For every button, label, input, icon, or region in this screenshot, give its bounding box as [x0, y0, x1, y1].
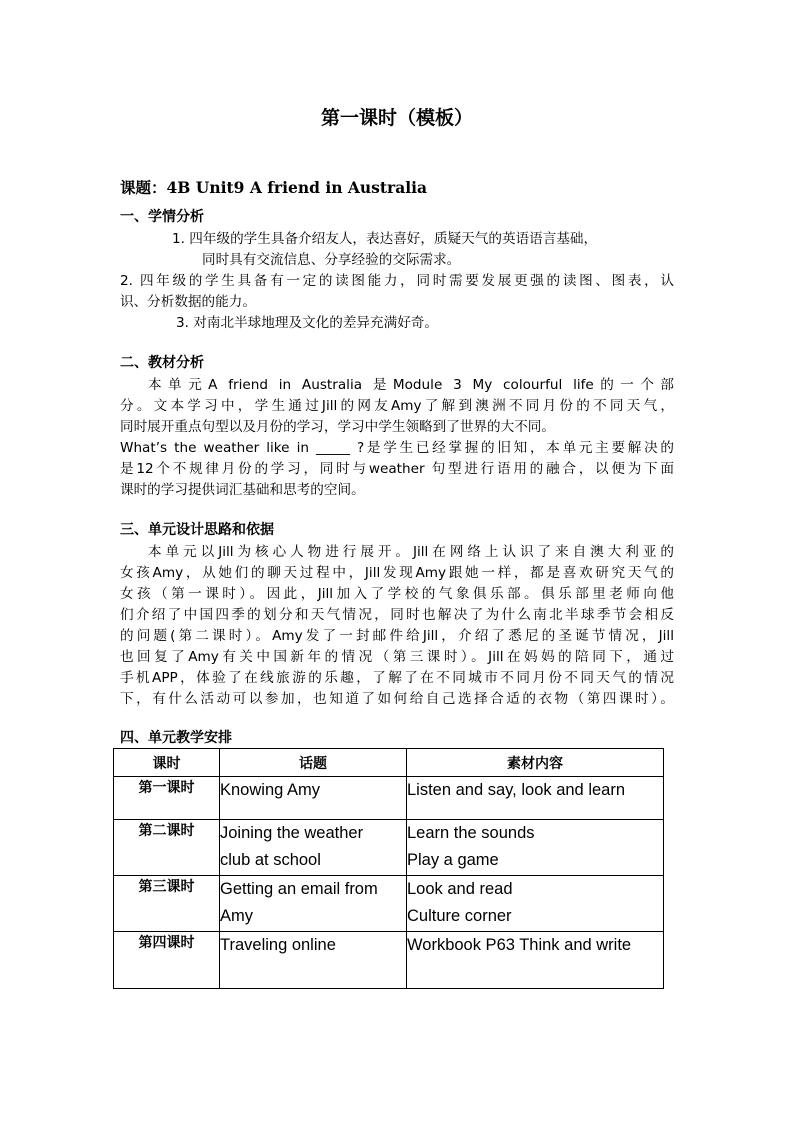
materials-cell — [407, 777, 664, 820]
section-heading-learner-analysis: 一、学情分析 — [120, 209, 204, 225]
paragraph-line: 3. 对南北半球地理及文化的差异充满好奇。 — [176, 315, 438, 331]
paragraph-line: 识、分析数据的能力。 — [120, 294, 256, 310]
topic-text: Joining the weather — [220, 824, 364, 842]
schedule-table — [113, 748, 664, 989]
section-heading-design-rationale: 三、单元设计思路和依据 — [120, 522, 274, 538]
paragraph-line: 女孩（第一课时）。因此，Jill加入了学校的气象俱乐部。俱乐部里老师向他 — [120, 586, 674, 602]
paragraph-line: 的问题(第二课时）。Amy发了一封邮件给Jill，介绍了悉尼的圣诞节情况，Jill — [120, 628, 674, 644]
paragraph-line: 女孩Amy，从她们的聊天过程中，Jill发现Amy跟她一样，都是喜欢研究天气的 — [120, 565, 674, 581]
header-lesson: 课时 — [114, 749, 220, 777]
materials-text: Play a game — [407, 851, 499, 869]
paragraph-line: 手机APP，体验了在线旅游的乐趣，了解了在不同城市不同月份不同天气的情况 — [120, 670, 674, 686]
paragraph-line: 2. 四年级的学生具备有一定的读图能力，同时需要发展更强的读图、图表，认 — [120, 273, 674, 289]
materials-text: Culture corner — [407, 907, 512, 925]
lesson-cell: 第三课时 — [114, 876, 220, 932]
topic-text: Getting an email from — [220, 880, 378, 898]
paragraph-line: 们介绍了中国四季的划分和天气情况，同时也解决了为什么南北半球季节会相反 — [120, 607, 674, 623]
materials-cell — [407, 876, 664, 932]
topic-cell — [220, 777, 407, 820]
materials-text: Learn the sounds — [407, 824, 535, 842]
header-topic: 话题 — [220, 749, 407, 777]
document-title: 第一课时（模板） — [320, 107, 473, 129]
topic-text: Traveling online — [220, 936, 336, 954]
topic-cell — [220, 876, 407, 932]
topic-text: Knowing Amy — [220, 781, 320, 799]
lesson-topic — [120, 177, 427, 199]
lesson-cell: 第一课时 — [114, 777, 220, 820]
materials-text: Workbook P63 Think and write — [407, 936, 632, 954]
paragraph-line: 课时的学习提供词汇基础和思考的空间。 — [120, 482, 365, 498]
paragraph-line: 分。文本学习中，学生通过Jill的网友Amy了解到澳洲不同月份的不同天气， — [120, 398, 674, 414]
materials-text: Listen and say, look and learn — [407, 781, 626, 799]
topic-value: 4B Unit9 A friend in Australia — [166, 178, 428, 197]
paragraph-line: 是12个不规律月份的学习，同时与weather 句型进行语用的融合，以便为下面 — [120, 461, 674, 477]
paragraph-line: 下，有什么活动可以参加，也知道了如何给自己选择合适的衣物（第四课时）。 — [120, 691, 674, 707]
lesson-cell: 第二课时 — [114, 820, 220, 876]
topic-text: club at school — [220, 851, 321, 869]
materials-cell — [407, 932, 664, 989]
topic-text: Amy — [220, 907, 253, 925]
table-row — [114, 932, 664, 989]
section-heading-material-analysis: 二、教材分析 — [120, 355, 204, 371]
table-row — [114, 876, 664, 932]
paragraph-line: What’s the weather like in _____ ?是学生已经掌握的旧知，本单元主要解决的 — [120, 440, 674, 456]
materials-text: Look and read — [407, 880, 513, 898]
materials-cell — [407, 820, 664, 876]
topic-cell — [220, 932, 407, 989]
table-row — [114, 820, 664, 876]
paragraph-line: 同时具有交流信息、分享经验的交际需求。 — [202, 252, 461, 268]
paragraph-line: 同时展开重点句型以及月份的学习，学习中学生领略到了世界的大不同。 — [120, 419, 555, 435]
paragraph-line: 也回复了Amy有关中国新年的情况（第三课时）。Jill在妈妈的陪同下，通过 — [120, 649, 674, 665]
lesson-cell: 第四课时 — [114, 932, 220, 989]
header-materials: 素材内容 — [407, 749, 664, 777]
table-row — [114, 777, 664, 820]
paragraph-line: 本单元以Jill为核心人物进行展开。Jill在网络上认识了来自澳大利亚的 — [148, 544, 674, 560]
paragraph-line: 本单元A friend in Australia 是Module 3 My colourful life的一个部 — [148, 377, 674, 393]
table-header-row — [114, 749, 664, 777]
topic-label: 课题： — [120, 179, 167, 197]
paragraph-line: 1. 四年级的学生具备介绍友人，表达喜好，质疑天气的英语语言基础， — [172, 231, 598, 247]
section-heading-teaching-schedule: 四、单元教学安排 — [120, 730, 232, 746]
topic-cell — [220, 820, 407, 876]
